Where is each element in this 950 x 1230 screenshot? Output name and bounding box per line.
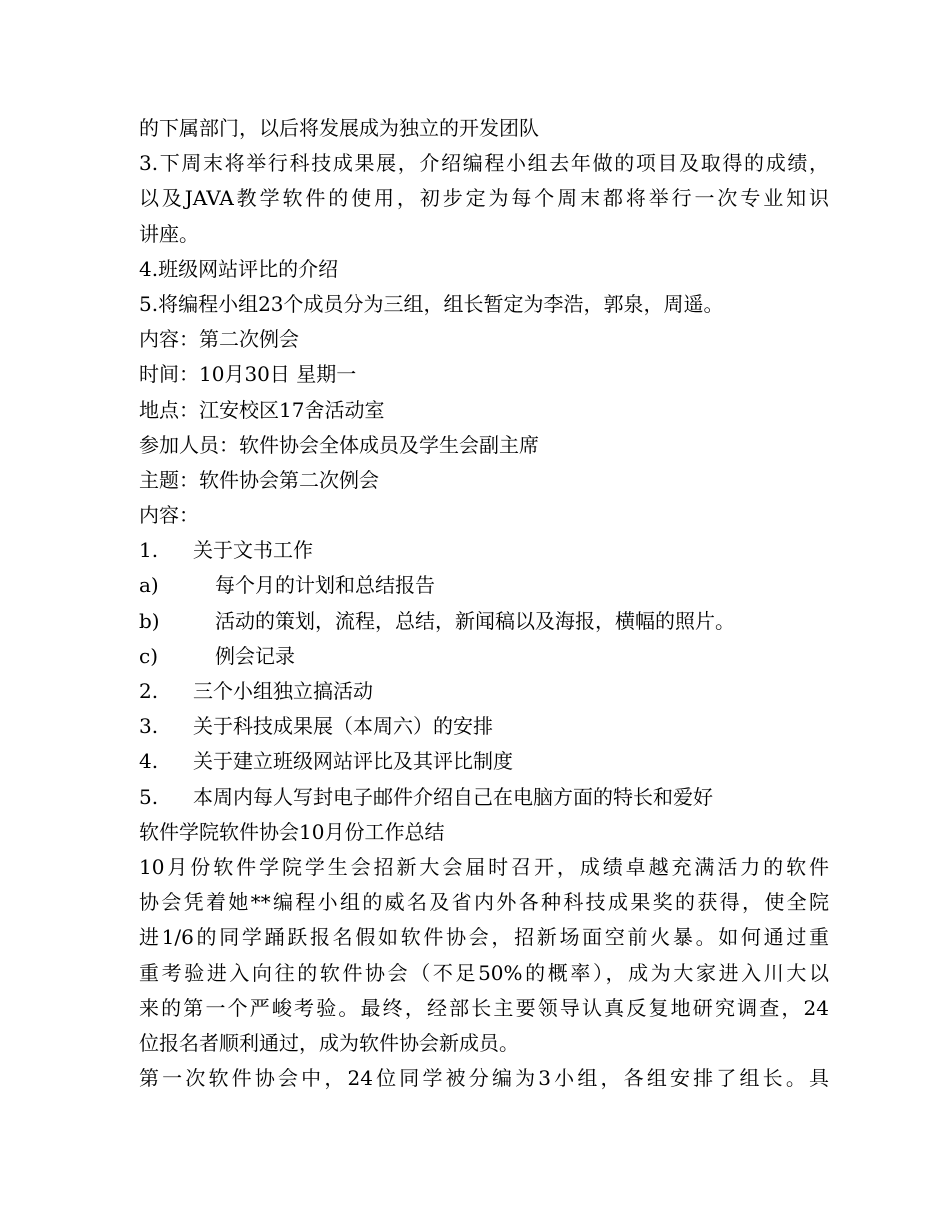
list-item (139, 744, 829, 779)
list-text: 三个小组独立搞活动 (193, 679, 373, 703)
list-text: 关于科技成果展（本周六）的安排 (193, 714, 493, 739)
meeting-content-label: 内容： (139, 503, 199, 528)
text-line: 5.将编程小组23个成员分为三组，组长暂定为李浩，郭泉，周遥。 (139, 291, 724, 316)
meeting-attendees: 参加人员：软件协会全体成员及学生会副主席 (139, 432, 539, 457)
summary-paragraph-line: 第一次软件协会中，24位同学被分编为3小组，各组安排了组长。具 (139, 1066, 829, 1091)
list-text: 本周内每人写封电子邮件介绍自己在电脑方面的特长和爱好 (193, 784, 713, 809)
list-item (139, 674, 829, 709)
list-item (139, 604, 829, 639)
list-marker: 2. (139, 679, 159, 703)
list-marker: a) (139, 573, 159, 598)
text-line: 讲座。 (139, 221, 199, 246)
list-text: 例会记录 (215, 643, 295, 668)
summary-paragraph-line: 协会凭着她**编程小组的威名及省内外各种科技成果奖的获得，使全院 (139, 890, 829, 915)
meeting-title: 内容：第二次例会 (139, 327, 299, 352)
list-text: 活动的策划，流程，总结，新闻稿以及海报，横幅的照片。 (215, 608, 735, 633)
summary-paragraph-line: 位报名者顺利通过，成为软件协会新成员。 (139, 1030, 519, 1055)
summary-title: 软件学院软件协会10月份工作总结 (139, 819, 445, 844)
summary-paragraph-line: 重考验进入向往的软件协会（不足50%的概率），成为大家进入川大以 (139, 960, 829, 985)
list-item (139, 639, 829, 674)
document-body (139, 111, 829, 1096)
list-marker: 5. (139, 784, 159, 809)
list-item (139, 780, 829, 815)
summary-paragraph-line: 10月份软件学院学生会招新大会届时召开，成绩卓越充满活力的软件 (139, 854, 829, 879)
meeting-topic: 主题：软件协会第二次例会 (139, 467, 379, 492)
list-marker: 4. (139, 749, 159, 774)
list-text: 关于文书工作 (193, 538, 313, 563)
summary-paragraph-line: 来的第一个严峻考验。最终，经部长主要领导认真反复地研究调查，24 (139, 995, 829, 1020)
list-marker: b) (139, 608, 160, 633)
text-line: 以及JAVA教学软件的使用，初步定为每个周末都将举行一次专业知识 (139, 186, 829, 211)
list-item (139, 533, 829, 568)
text-line: 3.下周末将举行科技成果展，介绍编程小组去年做的项目及取得的成绩， (139, 151, 829, 176)
text-line: 4.班级网站评比的介绍 (139, 256, 339, 281)
list-marker: 3. (139, 714, 159, 739)
list-text: 每个月的计划和总结报告 (215, 573, 435, 598)
summary-paragraph-line: 进1/6的同学踊跃报名假如软件协会，招新场面空前火暴。如何通过重 (139, 925, 829, 950)
text-line: 的下属部门，以后将发展成为独立的开发团队 (139, 116, 539, 140)
list-marker: c) (139, 643, 159, 668)
list-marker: 1. (139, 538, 159, 563)
list-text: 关于建立班级网站评比及其评比制度 (193, 749, 513, 774)
meeting-time: 时间：10月30日 星期一 (139, 362, 357, 387)
list-item (139, 709, 829, 744)
list-item (139, 568, 829, 603)
meeting-location: 地点：江安校区17舍活动室 (139, 397, 385, 422)
